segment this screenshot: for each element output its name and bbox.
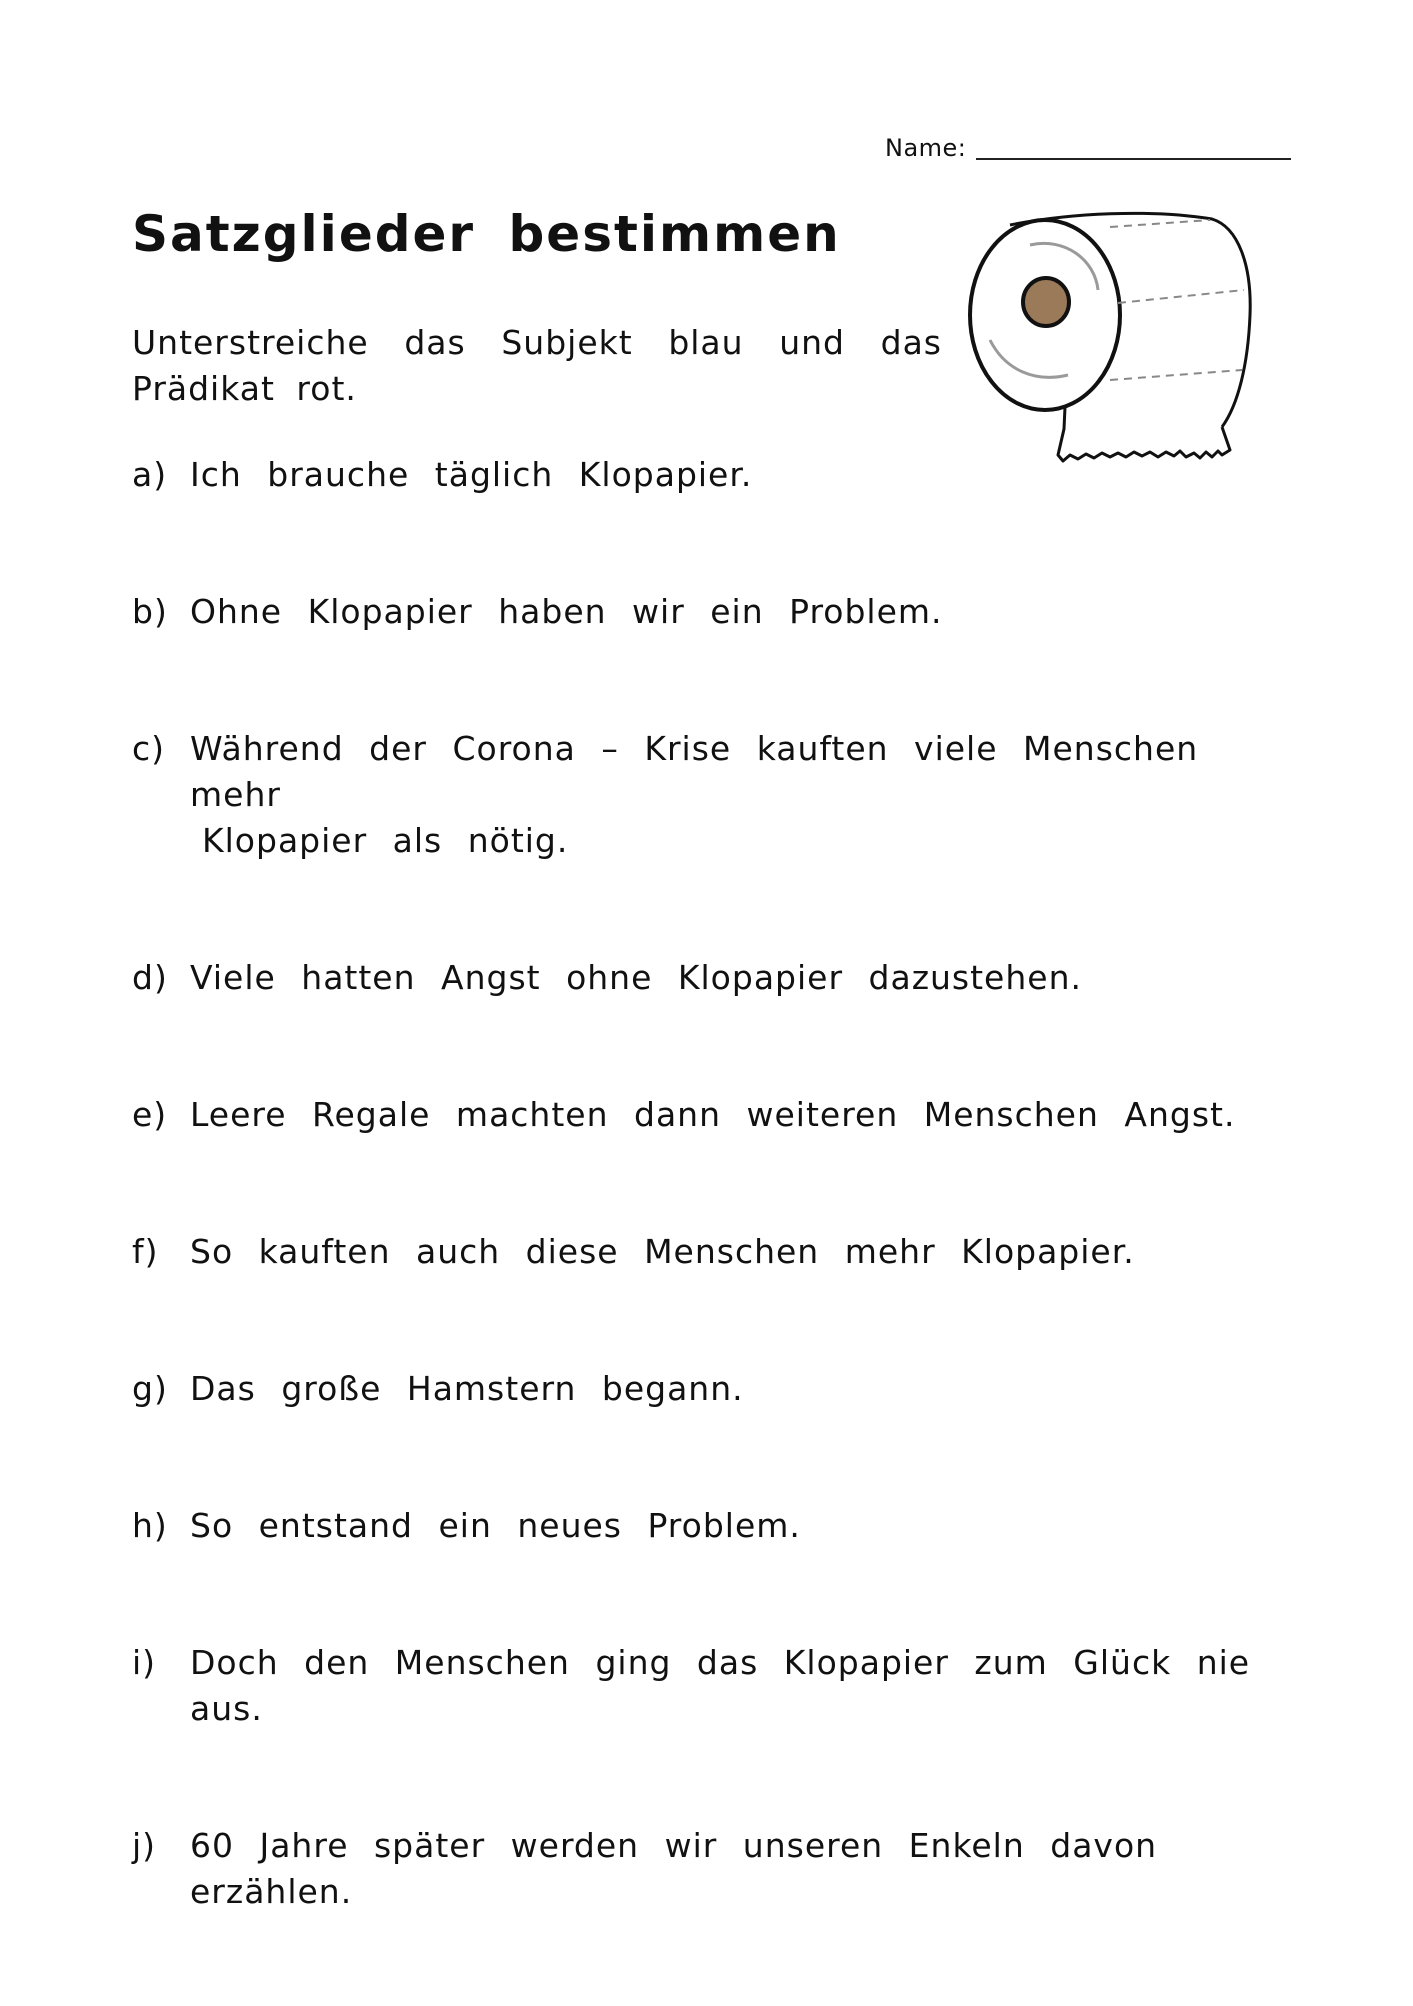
exercise-item-i xyxy=(132,1640,1282,1732)
exercise-sentence: Das große Hamstern begann. xyxy=(190,1369,744,1408)
exercise-letter: i) xyxy=(132,1643,157,1682)
exercise-item-c xyxy=(132,726,1282,864)
exercise-item-e xyxy=(132,1092,1282,1138)
exercise-list xyxy=(132,452,1282,2006)
exercise-item-g xyxy=(132,1366,1282,1412)
exercise-sentence: Ich brauche täglich Klopapier. xyxy=(190,455,753,494)
exercise-sentence: Leere Regale machten dann weiteren Menschen Angst. xyxy=(190,1095,1236,1134)
exercise-item-d xyxy=(132,955,1282,1001)
exercise-item-a xyxy=(132,452,1282,498)
toilet-paper-roll-icon xyxy=(960,205,1260,490)
exercise-letter: h) xyxy=(132,1506,168,1545)
exercise-letter: j) xyxy=(132,1826,157,1865)
exercise-letter: a) xyxy=(132,455,168,494)
exercise-item-h xyxy=(132,1503,1282,1549)
exercise-letter: g) xyxy=(132,1369,168,1408)
exercise-letter: f) xyxy=(132,1232,159,1271)
exercise-letter: b) xyxy=(132,592,168,631)
exercise-sentence: So kauften auch diese Menschen mehr Klopapier. xyxy=(190,1232,1135,1271)
exercise-sentence: So entstand ein neues Problem. xyxy=(190,1506,801,1545)
exercise-letter: c) xyxy=(132,729,166,768)
exercise-item-j xyxy=(132,1823,1282,1915)
exercise-sentence: 60 Jahre später werden wir unseren Enkeln davon erzählen. xyxy=(190,1826,1158,1911)
exercise-sentence: Ohne Klopapier haben wir ein Problem. xyxy=(190,592,943,631)
exercise-item-b xyxy=(132,589,1282,635)
exercise-item-f xyxy=(132,1229,1282,1275)
exercise-sentence xyxy=(190,726,1282,864)
task-instruction: Unterstreiche das Subjekt blau und das Prädikat rot. xyxy=(132,323,942,408)
exercise-letter: d) xyxy=(132,958,168,997)
exercise-sentence-line1: Während der Corona – Krise kauften viele Menschen mehr xyxy=(190,729,1199,814)
exercise-sentence-line2: Klopapier als nötig. xyxy=(202,821,569,860)
exercise-letter: e) xyxy=(132,1095,168,1134)
name-label: Name: xyxy=(885,134,967,162)
exercise-sentence: Viele hatten Angst ohne Klopapier dazustehen. xyxy=(190,958,1082,997)
worksheet-title: Satzglieder bestimmen xyxy=(132,205,841,263)
exercise-sentence: Doch den Menschen ging das Klopapier zum Glück nie aus. xyxy=(190,1643,1251,1728)
name-field-row xyxy=(885,134,1291,162)
name-write-line xyxy=(976,158,1291,160)
